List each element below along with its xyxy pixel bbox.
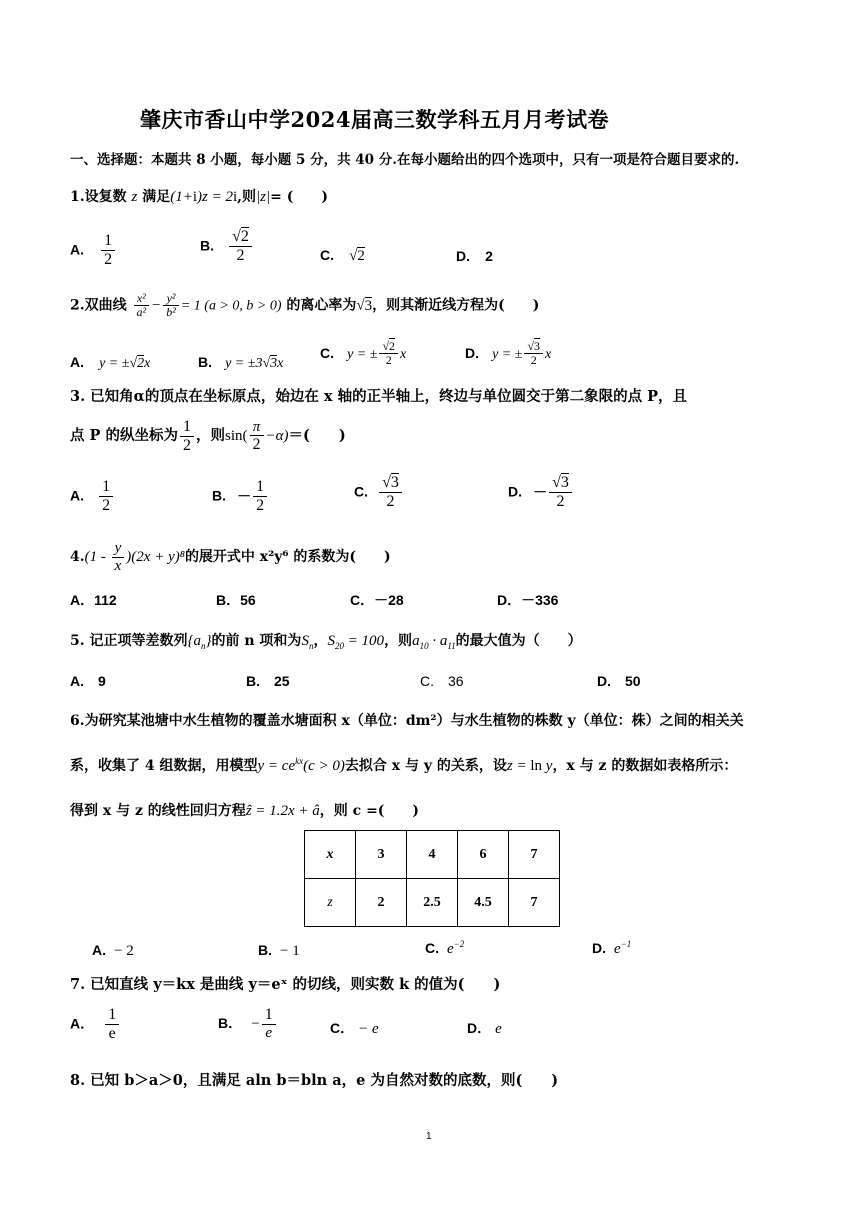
table-row: z 2 2.5 4.5 7 [305,879,560,927]
question-6-line3: 得到 x 与 z 的线性回归方程ẑ = 1.2x + â，则 c =( ) [70,803,420,819]
question-2-stem: 2.双曲线 $\frac{\text{x²}}{\text{a²}}$ − $\frac{\text{y²}}{\text{b²}}$ = 1 (a > 0, b > 0) 的离心率为√3，则其渐近线方程为( ) [70,291,540,320]
question-4-option-d: D．－336 [497,592,559,608]
section-heading: 一、选择题：本题共 8 小题，每小题 5 分，共 40 分.在每小题给出的四个选项中，只有一项是符合题目要求的. [70,152,740,168]
question-6-line1: 6.为研究某池塘中水生植物的覆盖水塘面积 x（单位：dm²）与水生植物的株数 y（单位：株）之间的相关关 [70,713,744,729]
question-4-option-a: A．112 [70,592,117,608]
question-3-line2: 点 P 的纵坐标为 $\frac{1}{2}$ ，则sin( $\frac{\pi}{2}$ −α)＝( ) [70,418,346,454]
question-8-stem: 8. 已知 b＞a＞0，且满足 aln b＝bln a，e 为自然对数的底数，则( ) [70,1072,559,1089]
question-7-option-d: D． e [467,1020,502,1037]
page-title: 肇庆市香山中学2024届高三数学科五月月考试卷 [140,107,609,132]
question-6-option-d: D. $e^{-1}$ [592,939,632,957]
page-number: 1 [426,1131,432,1142]
question-7-option-c: C． − e [330,1020,379,1037]
question-1-stem: 1.设复数 z 满足(1+i)z = 2i,则|z|= ( ) [70,189,328,205]
question-3-options: A. $\frac{1}{2}$ [70,478,115,514]
question-7-option-b: B． − $\frac{1}{e}$ [218,1006,278,1041]
question-4-option-b: B．56 [216,592,256,608]
question-5-option-b: B. 25 [246,673,290,689]
question-6-option-c: C. $e^{-2}$ [425,939,465,957]
question-5-option-c: C. 36 [420,673,464,689]
question-6-option-b: B. − 1 [258,942,300,959]
question-5-option-d: D. 50 [597,673,641,689]
question-1-options: A. $\frac{1}{2}$ [70,232,117,268]
table-row: x 3 4 6 7 [305,831,560,879]
question-4-option-c: C．－28 [350,592,404,608]
question-6-line2: 系，收集了 4 组数据，用模型$y = ce^{kx}(c > 0)$去拟合 x 与 y 的关系，设z = ln y，x 与 z 的数据如表格所示： [70,756,738,774]
question-6-option-a: A. − 2 [92,942,134,959]
question-2-options: A. y = ±√2x [70,354,151,371]
question-3-line1: 3. 已知角α的顶点在坐标原点，始边在 x 轴的正半轴上，终边与单位圆交于第二象限的点 P，且 [70,388,688,405]
question-7-stem: 7. 已知直线 y＝kx 是曲线 y＝eˣ 的切线，则实数 k 的值为( ) [70,976,501,993]
question-5-stem: 5. 记正项等差数列$\{a_n\}$的前 n 项和为$S_n$，$S_{20} = 100$，则$a_{10} \cdot a_{11}$的最大值为（ ） [70,633,582,651]
question-4-stem: 4.(1 - $\frac{y}{x}$ )(2x + y)⁸的展开式中 x²y⁶ 的系数为( ) [70,540,391,574]
question-7-option-a: A． $\frac{1}{e}$ [70,1006,121,1042]
data-table [304,830,560,927]
question-5-option-a: A. 9 [70,673,106,689]
